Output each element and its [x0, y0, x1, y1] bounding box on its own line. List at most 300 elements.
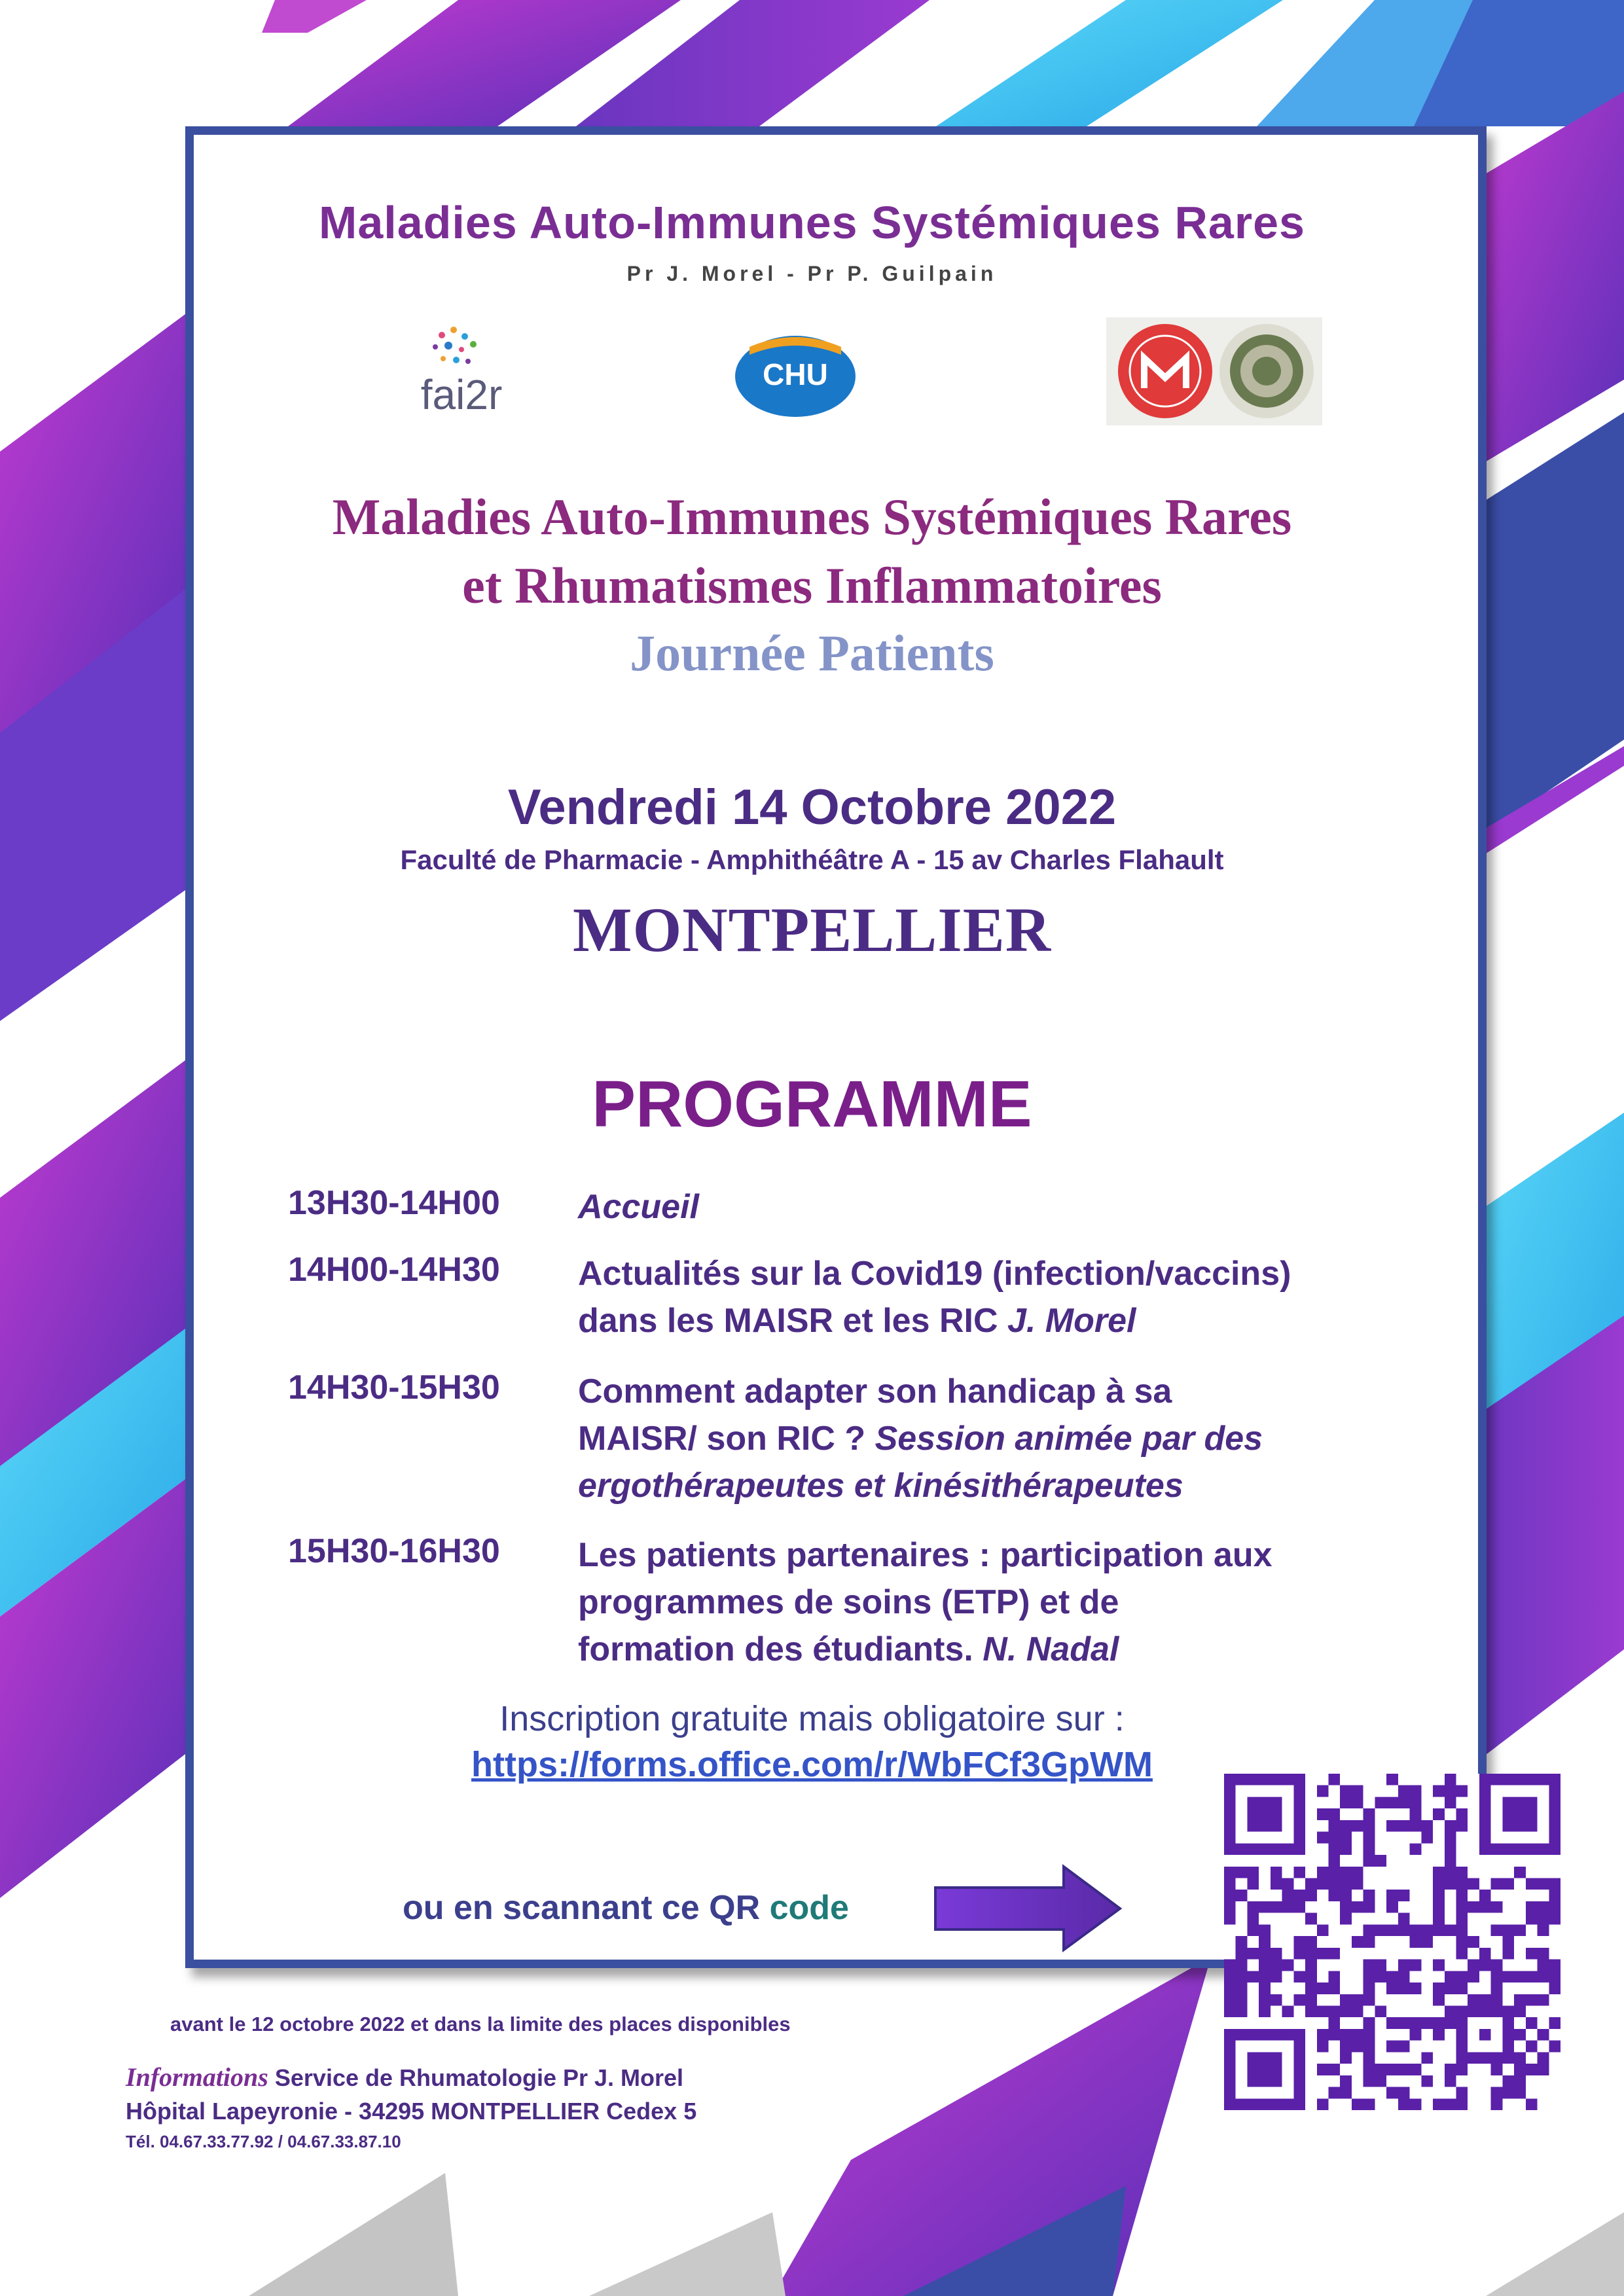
- qr-module: [1549, 1971, 1561, 1982]
- qr-module: [1375, 1797, 1386, 1808]
- qr-module: [1468, 1901, 1479, 1913]
- qr-module: [1456, 1924, 1468, 1936]
- programme-speaker: N. Nadal: [983, 1630, 1119, 1668]
- qr-module: [1293, 1948, 1305, 1960]
- event-city: MONTPELLIER: [572, 895, 1052, 965]
- qr-module: [1386, 1971, 1398, 1982]
- event-date: Vendredi 14 Octobre 2022: [507, 780, 1117, 835]
- qr-module: [1340, 1843, 1352, 1855]
- qr-module: [1329, 1878, 1341, 1890]
- qr-module: [1445, 1832, 1456, 1844]
- programme-time: 13H30-14H00: [288, 1184, 500, 1222]
- qr-module: [1271, 1948, 1282, 1960]
- stripe: [1486, 2212, 1624, 2296]
- qr-module: [1445, 1843, 1456, 1855]
- qr-module: [1317, 1808, 1329, 1820]
- qr-module: [1502, 2087, 1514, 2099]
- qr-module: [1317, 2064, 1329, 2075]
- qr-module: [1247, 1797, 1282, 1831]
- qr-module: [1224, 1994, 1236, 2006]
- qr-module: [1549, 1890, 1561, 1901]
- qr-module: [1329, 1971, 1341, 1982]
- qr-module: [1352, 1936, 1363, 1948]
- qr-module: [1410, 1808, 1422, 1820]
- qr-module: [1236, 1971, 1248, 1982]
- qr-module: [1386, 2041, 1398, 2053]
- qr-module: [1352, 2041, 1363, 2053]
- qr-module: [1410, 2029, 1422, 2041]
- qr-module: [1398, 1820, 1410, 1832]
- qr-module: [1410, 1797, 1422, 1808]
- qr-module: [1479, 1890, 1491, 1901]
- qr-module: [1363, 2098, 1375, 2110]
- arrow-right-icon: [933, 1864, 1123, 1952]
- qr-module: [1363, 1971, 1375, 1982]
- qr-module: [1526, 2041, 1538, 2053]
- qr-module: [1236, 1936, 1248, 1948]
- qr-module: [1433, 1867, 1445, 1878]
- event-title-line1: Maladies Auto-Immunes Systémiques Rares: [332, 488, 1292, 545]
- qr-module: [1491, 1982, 1503, 1994]
- qr-module: [1305, 2005, 1317, 2017]
- qr-module: [1538, 1971, 1549, 1982]
- qr-module: [1259, 1936, 1271, 1948]
- qr-module: [1386, 1924, 1398, 1936]
- qr-module: [1305, 1960, 1317, 1971]
- qr-module: [1456, 1785, 1468, 1797]
- qr-module: [1386, 1890, 1398, 1901]
- qr-code[interactable]: [1224, 1774, 1561, 2110]
- qr-module: [1491, 1960, 1503, 1971]
- qr-module: [1398, 2064, 1410, 2075]
- qr-module: [1514, 1867, 1526, 1878]
- qr-module: [1456, 1820, 1468, 1832]
- qr-module: [1456, 1948, 1468, 1960]
- qr-module: [1538, 1960, 1549, 1971]
- qr-module: [1398, 1924, 1410, 1936]
- qr-module: [1293, 1971, 1305, 1982]
- qr-module: [1456, 1890, 1468, 1901]
- qr-module: [1445, 1878, 1456, 1890]
- qr-module: [1305, 1994, 1317, 2006]
- qr-module: [1398, 2017, 1410, 2029]
- qr-module: [1317, 1785, 1329, 1797]
- qr-module: [1236, 2005, 1248, 2017]
- qr-module: [1538, 1948, 1549, 1960]
- qr-module: [1259, 1948, 1271, 1960]
- qr-module: [1514, 2064, 1526, 2075]
- qr-module: [1363, 2064, 1375, 2075]
- qr-module: [1538, 2052, 1549, 2064]
- qr-module: [1421, 1832, 1433, 1844]
- qr-module: [1224, 1901, 1236, 1913]
- programme-time: 14H30-15H30: [288, 1369, 500, 1407]
- qr-module: [1352, 1797, 1363, 1808]
- qr-module: [1282, 1878, 1294, 1890]
- qr-module: [1468, 1936, 1479, 1948]
- qr-module: [1352, 1820, 1363, 1832]
- qr-module: [1329, 2087, 1341, 2099]
- qr-module: [1456, 1936, 1468, 1948]
- qr-module: [1456, 1913, 1468, 1925]
- qr-module: [1549, 2041, 1561, 2053]
- qr-module: [1224, 1971, 1236, 1982]
- qr-module: [1247, 1924, 1259, 1936]
- qr-module: [1421, 2017, 1433, 2029]
- university-seals: [1106, 317, 1322, 425]
- qr-module: [1224, 1913, 1236, 1925]
- qr-module: [1375, 2075, 1386, 2087]
- qr-module: [1340, 1878, 1352, 1890]
- qr-module: [1271, 1878, 1282, 1890]
- qr-module: [1445, 1982, 1456, 1994]
- qr-module: [1514, 2075, 1526, 2087]
- qr-module: [1456, 1867, 1468, 1878]
- scan-text-main: ou en scannant ce QR: [403, 1889, 761, 1927]
- qr-module: [1236, 1890, 1248, 1901]
- qr-module: [1363, 1994, 1375, 2006]
- chu-text: CHU: [763, 357, 828, 391]
- qr-module: [1514, 1924, 1526, 1936]
- qr-module: [1398, 1797, 1410, 1808]
- stripe: [249, 2173, 458, 2296]
- qr-module: [1317, 2029, 1329, 2041]
- qr-module: [1293, 1901, 1305, 1913]
- qr-module: [1445, 2005, 1456, 2017]
- qr-module: [1491, 2064, 1503, 2075]
- qr-module: [1247, 1901, 1259, 1913]
- qr-module: [1329, 1867, 1341, 1878]
- stripe: [589, 2212, 785, 2296]
- qr-module: [1386, 2017, 1398, 2029]
- qr-module: [1433, 2017, 1445, 2029]
- qr-module: [1479, 2029, 1491, 2041]
- qr-module: [1329, 1982, 1341, 1994]
- qr-module: [1526, 1878, 1538, 1890]
- qr-module: [1445, 2017, 1456, 2029]
- qr-module: [1305, 1890, 1317, 1901]
- qr-module: [1247, 1913, 1259, 1925]
- qr-module: [1305, 1936, 1317, 1948]
- qr-module: [1352, 2029, 1363, 2041]
- qr-module: [1305, 1948, 1317, 1960]
- qr-module: [1329, 2017, 1341, 2029]
- qr-module: [1410, 1820, 1422, 1832]
- qr-module: [1340, 2041, 1352, 2053]
- qr-module: [1538, 1878, 1549, 1890]
- qr-module: [1386, 1982, 1398, 1994]
- qr-module: [1247, 1971, 1259, 1982]
- qr-module: [1317, 1867, 1329, 1878]
- qr-module: [1352, 2005, 1363, 2017]
- qr-module: [1549, 2017, 1561, 2029]
- qr-module: [1329, 1843, 1341, 1855]
- qr-module: [1502, 1878, 1514, 1890]
- qr-module: [1363, 2052, 1375, 2064]
- qr-module: [1317, 1878, 1329, 1890]
- qr-module: [1410, 1843, 1422, 1855]
- qr-module: [1375, 1924, 1386, 1936]
- programme-desc-line: Actualités sur la Covid19 (infection/vaccins): [578, 1255, 1291, 1293]
- qr-module: [1398, 1890, 1410, 1901]
- qr-module: [1352, 1867, 1363, 1878]
- scan-text: [403, 1888, 849, 1928]
- qr-module: [1282, 1960, 1294, 1971]
- registration-link[interactable]: https://forms.office.com/r/WbFCf3GpWM: [471, 1745, 1153, 1784]
- registration-deadline: avant le 12 octobre 2022 et dans la limite des places disponibles: [170, 2013, 791, 2036]
- qr-module: [1271, 1901, 1282, 1913]
- qr-module: [1538, 1901, 1549, 1913]
- qr-module: [1538, 2064, 1549, 2075]
- qr-module: [1491, 2098, 1503, 2110]
- programme-heading: PROGRAMME: [592, 1067, 1032, 1141]
- qr-module: [1502, 1971, 1514, 1982]
- qr-module: [1502, 1924, 1514, 1936]
- qr-module: [1224, 1960, 1236, 1971]
- qr-module: [1329, 2005, 1341, 2017]
- qr-module: [1398, 2087, 1410, 2099]
- qr-module: [1421, 1936, 1433, 1948]
- qr-module: [1340, 1890, 1352, 1901]
- qr-module: [1259, 1960, 1271, 1971]
- qr-module: [1224, 1890, 1236, 1901]
- fai2r-text: fai2r: [420, 371, 503, 418]
- qr-module: [1375, 1855, 1386, 1867]
- qr-module: [1502, 1797, 1537, 1831]
- qr-module: [1352, 1901, 1363, 1913]
- programme-desc-line: Comment adapter son handicap à sa: [578, 1372, 1172, 1410]
- qr-module: [1363, 1982, 1375, 1994]
- qr-module: [1433, 1913, 1445, 1925]
- programme-desc-text: dans les MAISR et les RIC: [578, 1302, 998, 1340]
- qr-module: [1224, 2005, 1236, 2017]
- qr-module: [1456, 2087, 1468, 2099]
- fai2r-dots: [433, 327, 477, 364]
- qr-module: [1247, 2052, 1282, 2087]
- qr-module: [1538, 1994, 1549, 2006]
- qr-module: [1491, 2087, 1503, 2099]
- qr-module: [1317, 1982, 1329, 1994]
- qr-module: [1410, 1960, 1422, 1971]
- qr-module: [1282, 1901, 1294, 1913]
- qr-module: [1352, 1994, 1363, 2006]
- stripe: [262, 0, 367, 33]
- programme-speaker: J. Morel: [1007, 1302, 1136, 1340]
- qr-module: [1386, 1820, 1398, 1832]
- qr-module: [1538, 1913, 1549, 1925]
- qr-module: [1445, 1820, 1456, 1832]
- qr-module: [1491, 1901, 1503, 1913]
- qr-module: [1363, 1820, 1375, 1832]
- qr-module: [1398, 1982, 1410, 1994]
- programme-desc: [578, 1368, 1390, 1509]
- qr-module: [1386, 2087, 1398, 2099]
- qr-module: [1433, 1808, 1445, 1820]
- qr-module: [1363, 2041, 1375, 2053]
- qr-module: [1247, 1948, 1259, 1960]
- qr-module: [1445, 1855, 1456, 1867]
- qr-module: [1305, 1971, 1317, 1982]
- qr-module: [1340, 1867, 1352, 1878]
- qr-module: [1410, 1982, 1422, 1994]
- qr-module: [1259, 1901, 1271, 1913]
- qr-module: [1398, 1971, 1410, 1982]
- qr-module: [1386, 1797, 1398, 1808]
- header-subtitle: Pr J. Morel - Pr P. Guilpain: [626, 262, 998, 285]
- qr-module: [1491, 1994, 1503, 2006]
- qr-module: [1375, 2005, 1386, 2017]
- qr-module: [1363, 2075, 1375, 2087]
- qr-module: [1526, 1901, 1538, 1913]
- qr-module: [1340, 1913, 1352, 1925]
- qr-module: [1317, 1832, 1329, 1844]
- qr-module: [1340, 1832, 1352, 1844]
- qr-module: [1445, 1774, 1456, 1785]
- qr-module: [1317, 2098, 1329, 2110]
- qr-module: [1363, 1901, 1375, 1913]
- programme-speaker: Session animée par des: [875, 1420, 1263, 1458]
- qr-module: [1398, 2041, 1410, 2053]
- programme-speaker: ergothérapeutes et kinésithérapeutes: [578, 1467, 1183, 1505]
- qr-module: [1526, 1971, 1538, 1982]
- qr-module: [1386, 1774, 1398, 1785]
- qr-module: [1236, 1982, 1248, 1994]
- qr-module: [1282, 2005, 1294, 2017]
- qr-module: [1433, 2029, 1445, 2041]
- qr-module: [1468, 1994, 1479, 2006]
- qr-module: [1340, 1994, 1352, 2006]
- qr-module: [1317, 2005, 1329, 2017]
- qr-module: [1491, 1924, 1503, 1936]
- qr-module: [1363, 1924, 1375, 1936]
- qr-module: [1224, 1878, 1236, 1890]
- registration-text: Inscription gratuite mais obligatoire sur :: [499, 1699, 1125, 1738]
- qr-module: [1433, 2098, 1445, 2110]
- info-label: Informations: [126, 2062, 268, 2092]
- qr-module: [1538, 1924, 1549, 1936]
- qr-module: [1386, 2064, 1398, 2075]
- qr-module: [1363, 1960, 1375, 1971]
- qr-module: [1271, 1960, 1282, 1971]
- qr-module: [1224, 1982, 1236, 1994]
- qr-module: [1340, 2087, 1352, 2099]
- qr-module: [1445, 1971, 1456, 1982]
- qr-module: [1259, 1994, 1271, 2006]
- qr-module: [1526, 2064, 1538, 2075]
- qr-module: [1468, 1971, 1479, 1982]
- qr-module: [1549, 1913, 1561, 1925]
- qr-module: [1236, 1867, 1248, 1878]
- stripe: [936, 0, 1283, 126]
- programme-desc-text: formation des étudiants.: [578, 1630, 973, 1668]
- qr-module: [1445, 1797, 1456, 1808]
- qr-module: [1410, 2064, 1422, 2075]
- qr-module: [1410, 1936, 1422, 1948]
- qr-module: [1224, 1867, 1236, 1878]
- qr-module: [1329, 1820, 1341, 1832]
- qr-module: [1398, 1785, 1410, 1797]
- qr-module: [1445, 2098, 1456, 2110]
- qr-module: [1340, 2005, 1352, 2017]
- qr-module: [1526, 2017, 1538, 2029]
- qr-module: [1340, 2075, 1352, 2087]
- qr-module: [1363, 1936, 1375, 1948]
- qr-module: [1293, 1890, 1305, 1901]
- programme-desc-line: [578, 1297, 1390, 1344]
- programme-desc-line: Les patients partenaires : participation aux: [578, 1536, 1272, 1574]
- qr-module: [1398, 1960, 1410, 1971]
- qr-module: [1514, 1971, 1526, 1982]
- qr-module: [1445, 2075, 1456, 2087]
- qr-module: [1456, 1971, 1468, 1982]
- qr-module: [1456, 1808, 1468, 1820]
- qr-module: [1352, 1785, 1363, 1797]
- programme-time: 15H30-16H30: [288, 1532, 500, 1570]
- header-title: Maladies Auto-Immunes Systémiques Rares: [319, 197, 1305, 248]
- qr-module: [1329, 1808, 1341, 1820]
- qr-module: [1259, 1924, 1271, 1936]
- event-title-line2: et Rhumatismes Inflammatoires: [462, 557, 1162, 614]
- qr-module: [1363, 2017, 1375, 2029]
- qr-module: [1259, 2005, 1271, 2017]
- qr-module: [1514, 2029, 1526, 2041]
- qr-module: [1526, 1913, 1538, 1925]
- programme-desc: [578, 1532, 1390, 1673]
- qr-module: [1526, 1994, 1538, 2006]
- programme-desc-text: MAISR/ son RIC ?: [578, 1420, 866, 1458]
- qr-module: [1340, 2052, 1352, 2064]
- qr-module: [1329, 1890, 1341, 1901]
- programme-desc: [578, 1250, 1390, 1344]
- qr-module: [1502, 1936, 1514, 1948]
- qr-module: [1375, 1971, 1386, 1982]
- qr-module: [1491, 1878, 1503, 1890]
- info-line3: Tél. 04.67.33.77.92 / 04.67.33.87.10: [126, 2132, 401, 2151]
- qr-module: [1271, 1971, 1282, 1982]
- qr-module: [1271, 1867, 1282, 1878]
- qr-module: [1410, 1785, 1422, 1797]
- qr-module: [1456, 1982, 1468, 1994]
- programme-time: 14H00-14H30: [288, 1251, 500, 1289]
- qr-module: [1479, 1901, 1491, 1913]
- qr-module: [1340, 1820, 1352, 1832]
- qr-module: [1491, 1971, 1503, 1982]
- qr-module: [1247, 1878, 1259, 1890]
- qr-module: [1317, 1924, 1329, 1936]
- qr-module: [1340, 1785, 1352, 1797]
- qr-module: [1340, 1797, 1352, 1808]
- qr-module: [1549, 1982, 1561, 1994]
- qr-module: [1421, 2052, 1433, 2064]
- qr-module: [1549, 1960, 1561, 1971]
- qr-module: [1352, 2098, 1363, 2110]
- qr-module: [1526, 2098, 1538, 2110]
- qr-module: [1456, 1901, 1468, 1913]
- qr-module: [1329, 2029, 1341, 2041]
- qr-module: [1433, 1960, 1445, 1971]
- chu-logo: [730, 327, 861, 425]
- qr-module: [1352, 1878, 1363, 1890]
- qr-module: [1398, 2098, 1410, 2110]
- programme-desc-line: programmes de soins (ETP) et de: [578, 1583, 1119, 1621]
- qr-module: [1282, 1890, 1294, 1901]
- qr-module: [1259, 1971, 1271, 1982]
- qr-module: [1236, 1948, 1248, 1960]
- qr-module: [1514, 2005, 1526, 2017]
- qr-module: [1293, 1936, 1305, 1948]
- qr-module: [1468, 1960, 1479, 1971]
- stripe: [772, 1957, 1211, 2296]
